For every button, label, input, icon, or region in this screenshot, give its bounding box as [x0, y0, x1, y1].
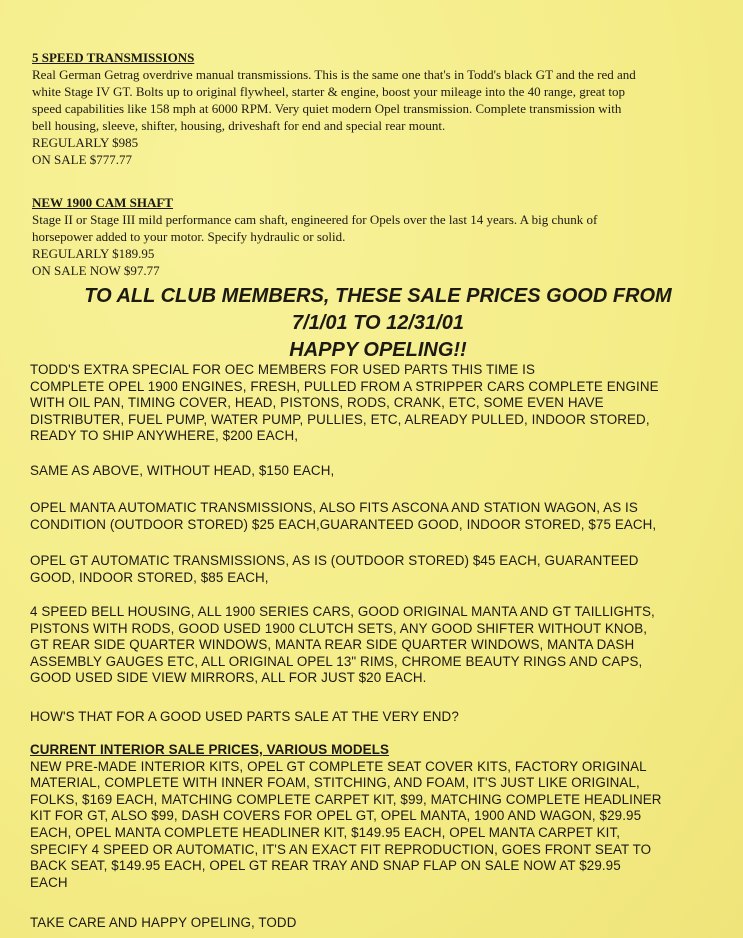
- club-banner: [28, 283, 728, 364]
- banner-line-1: TO ALL CLUB MEMBERS, THESE SALE PRICES GOOD FROM: [84, 285, 672, 307]
- engines-line-4: DISTRIBUTER, FUEL PUMP, WATER PUMP, PULLIES, ETC, ALREADY PULLED, INDOOR STORED,: [30, 411, 650, 427]
- question-line: HOW'S THAT FOR A GOOD USED PARTS SALE AT THE VERY END?: [30, 709, 459, 724]
- misc-parts-line-2: PISTONS WITH RODS, GOOD USED 1900 CLUTCH SETS, ANY GOOD SHIFTER WITHOUT KNOB,: [30, 620, 648, 636]
- signoff-section: [30, 915, 742, 932]
- misc-parts-line-3: GT REAR SIDE QUARTER WINDOWS, MANTA REAR SIDE QUARTER WINDOWS, MANTA DASH: [30, 637, 635, 653]
- transmissions-line-1: Real German Getrag overdrive manual transmissions. This is the same one that's in Todd's black GT and the red and: [32, 67, 636, 82]
- banner-dates: 7/1/01 TO 12/31/01: [292, 312, 464, 334]
- misc-parts-section: [30, 604, 742, 687]
- banner-happy-opeling: HAPPY OPELING!!: [289, 339, 467, 361]
- transmissions-sale-price: ON SALE $777.77: [32, 152, 133, 167]
- engines-line-5: READY TO SHIP ANYWHERE, $200 EACH,: [30, 428, 299, 444]
- transmissions-heading: 5 SPEED TRANSMISSIONS: [32, 50, 195, 65]
- camshaft-section: [32, 194, 738, 279]
- interior-line-2: MATERIAL, COMPLETE WITH INNER FOAM, STITCHING, AND FOAM, IT'S JUST LIKE ORIGINAL,: [30, 775, 640, 791]
- interior-line-7: BACK SEAT, $149.95 EACH, OPEL GT REAR TRAY AND SNAP FLAP ON SALE NOW AT $29.95: [30, 858, 621, 874]
- manta-auto-line-2: CONDITION (OUTDOOR STORED) $25 EACH,GUARANTEED GOOD, INDOOR STORED, $75 EACH,: [30, 516, 657, 532]
- transmissions-line-3: speed capabilities like 158 mph at 6000 RPM. Very quiet modern Opel transmission. Complete transmission with: [32, 101, 622, 116]
- interior-line-4: KIT FOR GT, ALSO $99, DASH COVERS FOR OPEL GT, OPEL MANTA, 1900 AND WAGON, $29.95: [30, 808, 642, 824]
- engines-line-1: TODD'S EXTRA SPECIAL FOR OEC MEMBERS FOR USED PARTS THIS TIME IS: [30, 362, 535, 377]
- camshaft-sale-price: ON SALE NOW $97.77: [32, 263, 160, 278]
- misc-parts-line-4: ASSEMBLY GAUGES ETC, ALL ORIGINAL OPEL 13" RIMS, CHROME BEAUTY RINGS AND CAPS,: [30, 653, 643, 669]
- manta-auto-line-1: OPEL MANTA AUTOMATIC TRANSMISSIONS, ALSO FITS ASCONA AND STATION WAGON, AS IS: [30, 500, 638, 515]
- interior-line-8: EACH: [30, 874, 68, 890]
- interior-line-6: SPECIFY 4 SPEED OR AUTOMATIC, IT'S AN EXACT FIT REPRODUCTION, GOES FRONT SEAT TO: [30, 841, 652, 857]
- engines-line-3: WITH OIL PAN, TIMING COVER, HEAD, PISTONS, RODS, CRANK, ETC, SOME EVEN HAVE: [30, 395, 604, 411]
- manta-auto-section: [30, 500, 742, 533]
- interior-heading: CURRENT INTERIOR SALE PRICES, VARIOUS MODELS: [30, 742, 390, 757]
- misc-parts-line-1: 4 SPEED BELL HOUSING, ALL 1900 SERIES CARS, GOOD ORIGINAL MANTA AND GT TAILLIGHTS,: [30, 604, 655, 619]
- gt-auto-line-1: OPEL GT AUTOMATIC TRANSMISSIONS, AS IS (OUTDOOR STORED) $45 EACH, GUARANTEED: [30, 553, 639, 568]
- interior-section: [30, 742, 742, 891]
- camshaft-line-2: horsepower added to your motor. Specify hydraulic or solid.: [32, 229, 346, 244]
- engines-line-2: COMPLETE OPEL 1900 ENGINES, FRESH, PULLED FROM A STRIPPER CARS COMPLETE ENGINE: [30, 378, 659, 394]
- question-section: [30, 709, 742, 726]
- camshaft-line-1: Stage II or Stage III mild performance cam shaft, engineered for Opels over the last 14 years. A big chunk of: [32, 212, 598, 227]
- engines-section: [30, 362, 742, 445]
- interior-line-5: EACH, OPEL MANTA COMPLETE HEADLINER KIT, $149.95 EACH, OPEL MANTA CARPET KIT,: [30, 824, 621, 840]
- camshaft-regular-price: REGULARLY $189.95: [32, 246, 155, 261]
- transmissions-section: [32, 49, 738, 168]
- signoff-line: TAKE CARE AND HAPPY OPELING, TODD: [30, 915, 297, 930]
- gt-auto-line-2: GOOD, INDOOR STORED, $85 EACH,: [30, 569, 269, 585]
- transmissions-line-2: white Stage IV GT. Bolts up to original flywheel, starter & engine, boost your mileage into the 40 range, great top: [32, 84, 626, 99]
- camshaft-heading: NEW 1900 CAM SHAFT: [32, 195, 173, 210]
- misc-parts-line-5: GOOD USED SIDE VIEW MIRRORS, ALL FOR JUST $20 EACH.: [30, 670, 427, 686]
- without-head-section: [30, 463, 742, 480]
- transmissions-regular-price: REGULARLY $985: [32, 135, 139, 150]
- interior-line-3: FOLKS, $169 EACH, MATCHING COMPLETE CARPET KIT, $99, MATCHING COMPLETE HEADLINER: [30, 791, 662, 807]
- gt-auto-section: [30, 553, 742, 586]
- transmissions-line-4: bell housing, sleeve, shifter, housing, driveshaft for end and special rear mount.: [32, 118, 446, 133]
- interior-line-1: NEW PRE-MADE INTERIOR KITS, OPEL GT COMPLETE SEAT COVER KITS, FACTORY ORIGINAL: [30, 758, 647, 774]
- without-head-line: SAME AS ABOVE, WITHOUT HEAD, $150 EACH,: [30, 463, 335, 478]
